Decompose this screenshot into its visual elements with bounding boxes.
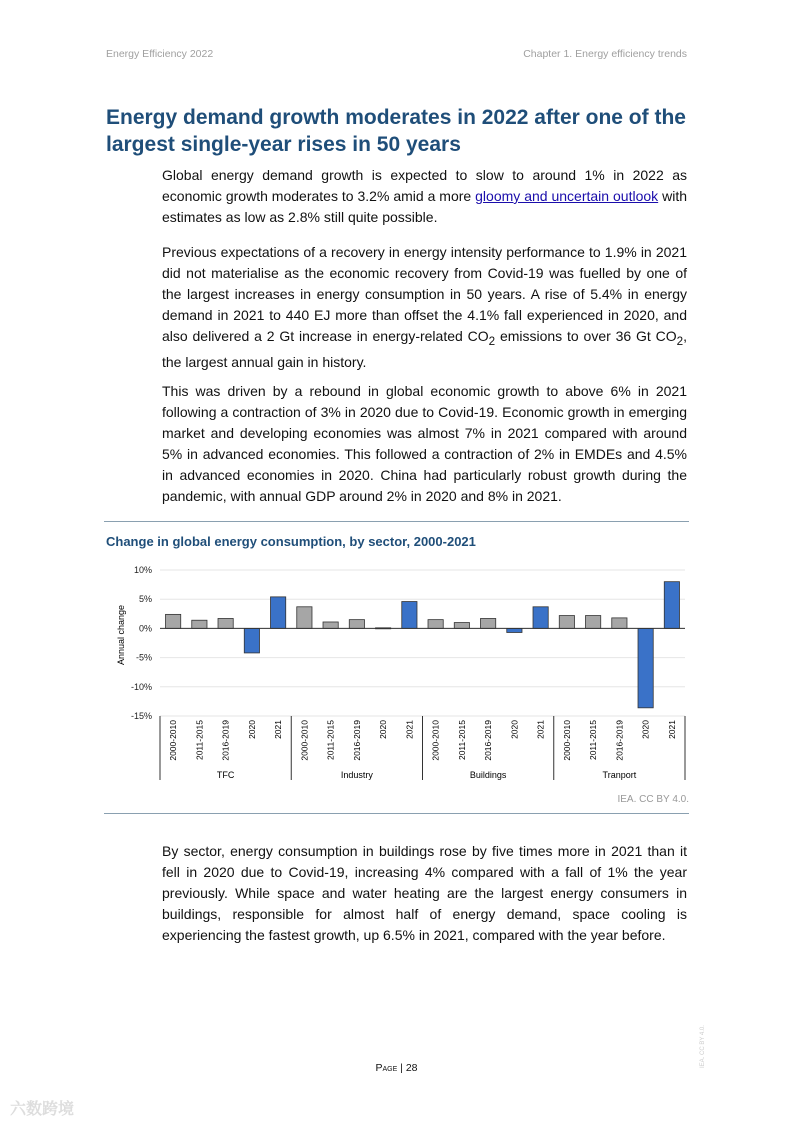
y-tick-label: -5% [135, 652, 152, 663]
x-tick-label: 2000-2010 [430, 720, 441, 761]
bar-chart [100, 560, 700, 790]
bar-buildings-2000-2010 [428, 620, 443, 629]
header-left: Energy Efficiency 2022 [106, 48, 214, 60]
x-tick-label: 2011-2015 [588, 720, 599, 761]
y-tick-label: 0% [138, 623, 152, 634]
x-tick-label: 2020 [378, 720, 389, 739]
x-tick-label: 2011-2015 [194, 720, 205, 761]
side-note: IEA. CC BY 4.0. [700, 1025, 706, 1068]
y-axis-label: Annual change [116, 604, 126, 666]
y-tick-label: 5% [138, 594, 152, 605]
bar-buildings-2021 [533, 607, 548, 629]
x-tick-label: 2021 [666, 720, 677, 739]
bar-tfc-2000-2010 [166, 614, 181, 628]
page-footer: Page | 28 [375, 1062, 418, 1074]
text: Global energy demand growth is expected to slow to around 1% in 2022 as economic growth moderates to 3.2% amid a more [162, 167, 687, 204]
text: Previous expectations of a recovery in energy intensity performance to 1.9% in 2021 did not materialise as the economic recovery from Covid-19 was fuelled by one of the largest increases in energy consumption in 50 years. A rise of 5.4% in energy demand in 2021 to 440 EJ more than offset the 4.1% fall experienced in 2020, and also delivered a 2 Gt increase in energy-related CO [162, 244, 687, 344]
bar-tranport-2020 [638, 628, 653, 707]
watermark: 六数跨境 [10, 1101, 75, 1118]
bar-tfc-2021 [271, 597, 286, 629]
x-tick-label: 2021 [273, 720, 284, 739]
group-label: Industry [340, 770, 373, 780]
bar-industry-2000-2010 [297, 607, 312, 629]
x-tick-label: 2020 [509, 720, 520, 739]
x-tick-label: 2011-2015 [325, 720, 336, 761]
paragraph-3: This was driven by a rebound in global economic growth to above 6% in 2021 following a contraction of 3% in 2020 due to Covid-19. Economic growth in emerging market and developing economies was almost 7% in 2021 compared with around 5% in advanced economies. This followed a contraction of 2% in EMDEs and 4.5% in advanced economies in 2020. China had particularly robust growth during the pandemic, with annual GDP around 2% in 2020 and 8% in 2021. [162, 383, 687, 504]
outlook-link[interactable]: gloomy and uncertain outlook [475, 188, 659, 204]
x-tick-label: 2016-2019 [614, 720, 625, 761]
group-label: Tranport [602, 770, 637, 780]
y-tick-label: -15% [130, 711, 152, 721]
x-tick-label: 2000-2010 [561, 720, 572, 761]
x-tick-label: 2016-2019 [220, 720, 231, 761]
bar-tranport-2011-2015 [586, 616, 601, 629]
x-tick-label: 2011-2015 [456, 720, 467, 761]
x-tick-label: 2016-2019 [483, 720, 494, 761]
group-label: Buildings [469, 770, 507, 780]
group-label: TFC [216, 770, 235, 780]
bar-tranport-2021 [664, 582, 679, 629]
bar-buildings-2011-2015 [454, 623, 469, 629]
x-tick-label: 2020 [640, 720, 651, 739]
y-tick-label: 10% [133, 565, 152, 575]
text: with estimates as low as 2.8% still quite possible. [162, 188, 687, 225]
x-tick-label: 2021 [535, 720, 546, 739]
text: , the largest annual gain in history. [162, 328, 687, 370]
bar-industry-2016-2019 [349, 620, 364, 629]
paragraph-1 [162, 165, 687, 228]
bar-buildings-2016-2019 [481, 618, 496, 628]
bar-tfc-2016-2019 [218, 618, 233, 628]
bar-tranport-2000-2010 [559, 616, 574, 629]
chart-title: Change in global energy consumption, by sector, 2000-2021 [106, 534, 476, 549]
page-number: 28 [405, 1062, 418, 1074]
x-tick-label: 2021 [404, 720, 415, 739]
divider [104, 521, 689, 522]
x-tick-label: 2000-2010 [168, 720, 179, 761]
paragraph-4: By sector, energy consumption in buildings rose by five times more in 2021 than it fell in 2020 due to Covid-19, increasing 4% compared with a fall of 1% the year previously. While space and water heating are the largest energy consumers in buildings, responsible for almost half of energy demand, space cooling is experiencing the fastest growth, up 6.5% in 2021, compared with the year before. [162, 843, 687, 943]
page-title: Energy demand growth moderates in 2022 after one of the largest single-year rises in 50 years [106, 106, 686, 156]
x-tick-label: 2000-2010 [299, 720, 310, 761]
chart-source: IEA. CC BY 4.0. [617, 794, 689, 805]
subscript: 2 [676, 334, 684, 348]
y-tick-label: -10% [130, 681, 152, 692]
bar-tfc-2011-2015 [192, 620, 207, 628]
page-label: Page [375, 1062, 398, 1074]
divider [104, 813, 689, 814]
subscript: 2 [488, 334, 496, 348]
x-tick-label: 2016-2019 [351, 720, 362, 761]
header-right: Chapter 1. Energy efficiency trends [523, 48, 687, 60]
x-tick-label: 2020 [246, 720, 257, 739]
bar-tfc-2020 [244, 628, 259, 653]
text: emissions to over 36 Gt CO [495, 328, 677, 344]
paragraph-2 [162, 242, 687, 373]
bar-industry-2011-2015 [323, 622, 338, 628]
bar-buildings-2020 [507, 628, 522, 632]
bar-tranport-2016-2019 [612, 618, 627, 629]
bar-industry-2021 [402, 602, 417, 629]
